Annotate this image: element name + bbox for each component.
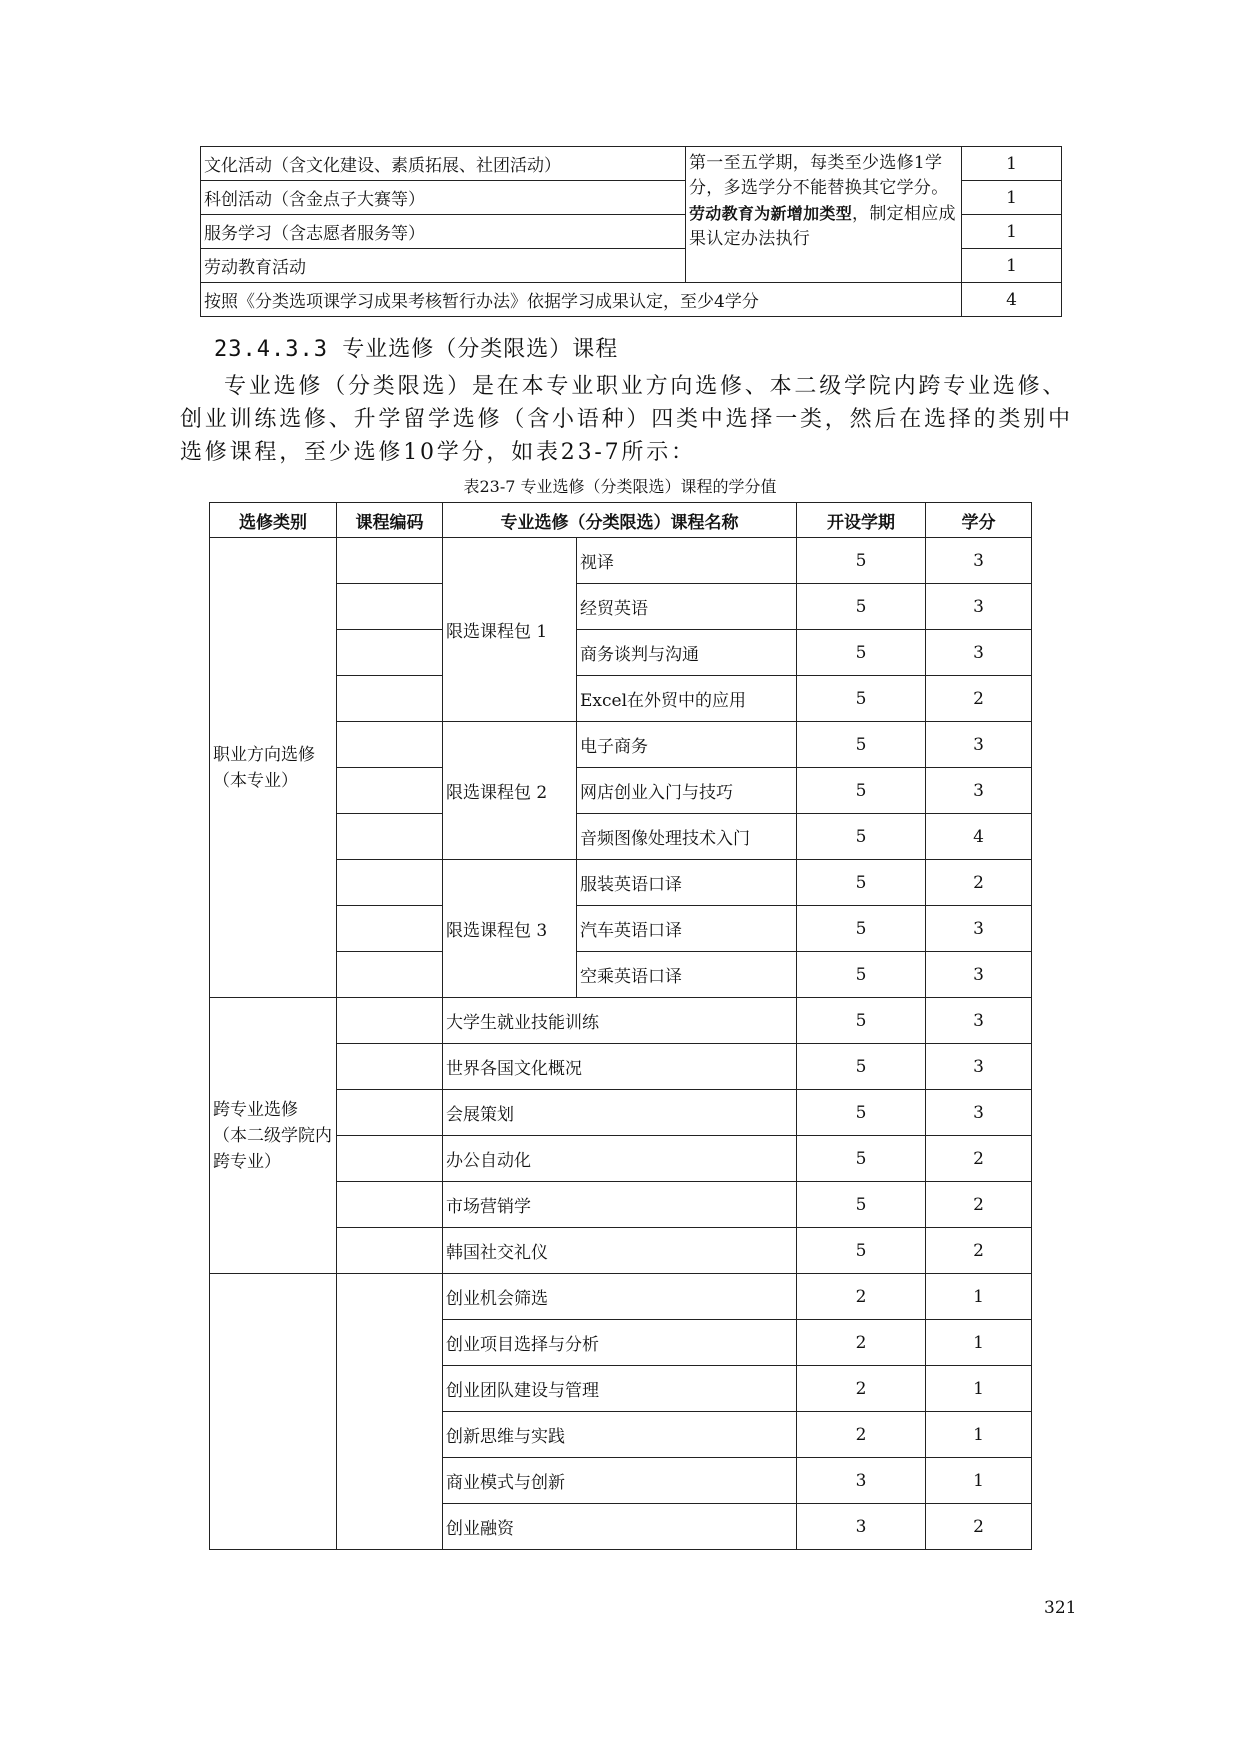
category-vocational: 职业方向选修（本专业） (210, 538, 337, 998)
course-name: 创业团队建设与管理 (443, 1366, 797, 1412)
course-name: 商务谈判与沟通 (577, 630, 797, 676)
course-credit: 2 (926, 860, 1032, 906)
credit-cell: 4 (962, 283, 1062, 317)
course-term: 2 (797, 1320, 926, 1366)
course-credit: 2 (926, 1504, 1032, 1550)
course-credit: 2 (926, 1228, 1032, 1274)
course-term: 5 (797, 860, 926, 906)
header-credit: 学分 (926, 503, 1032, 538)
course-credit: 3 (926, 722, 1032, 768)
course-term: 5 (797, 906, 926, 952)
course-code-cell (337, 768, 443, 814)
intro-paragraph: 专业选修（分类限选）是在本专业职业方向选修、本二级学院内跨专业选修、创业训练选修、升学留学选修（含小语种）四类中选择一类，然后在选择的类别中选修课程，至少选修10学分，如表23-7所示： (180, 374, 1073, 465)
course-credit: 3 (926, 630, 1032, 676)
course-code-cell (337, 814, 443, 860)
course-term: 5 (797, 1044, 926, 1090)
course-term: 3 (797, 1504, 926, 1550)
course-name: 世界各国文化概况 (443, 1044, 797, 1090)
course-credit: 3 (926, 952, 1032, 998)
course-code-cell (337, 1228, 443, 1274)
course-term: 5 (797, 722, 926, 768)
course-name: 空乘英语口译 (577, 952, 797, 998)
course-code-cell (337, 722, 443, 768)
course-term: 5 (797, 1136, 926, 1182)
course-credit: 3 (926, 768, 1032, 814)
activity-cell: 服务学习（含志愿者服务等） (201, 215, 686, 249)
course-term: 5 (797, 676, 926, 722)
course-term: 5 (797, 768, 926, 814)
course-term: 2 (797, 1412, 926, 1458)
course-term: 5 (797, 1182, 926, 1228)
course-name: 会展策划 (443, 1090, 797, 1136)
course-name: 市场营销学 (443, 1182, 797, 1228)
credit-cell: 1 (962, 249, 1062, 283)
course-code-cell (337, 630, 443, 676)
header-term: 开设学期 (797, 503, 926, 538)
course-term: 2 (797, 1366, 926, 1412)
activity-credits-table (200, 146, 1062, 317)
course-credit: 3 (926, 1044, 1032, 1090)
course-credit: 1 (926, 1458, 1032, 1504)
course-credit: 3 (926, 584, 1032, 630)
course-code-cell (337, 676, 443, 722)
course-code-cell (337, 1136, 443, 1182)
course-term: 5 (797, 538, 926, 584)
course-code-cell (337, 860, 443, 906)
course-name: 大学生就业技能训练 (443, 998, 797, 1044)
course-term: 5 (797, 1228, 926, 1274)
course-credit: 3 (926, 1090, 1032, 1136)
course-code-cell (337, 584, 443, 630)
elective-courses-table (209, 502, 1032, 1550)
course-code-cell (337, 1274, 443, 1550)
course-term: 5 (797, 584, 926, 630)
course-name: Excel在外贸中的应用 (577, 676, 797, 722)
course-name: 汽车英语口译 (577, 906, 797, 952)
table-caption: 表23-7 专业选修（分类限选）课程的学分值 (463, 477, 777, 496)
course-credit: 1 (926, 1412, 1032, 1458)
course-term: 5 (797, 814, 926, 860)
package-name: 限选课程包 3 (443, 860, 577, 998)
course-credit: 2 (926, 1136, 1032, 1182)
course-credit: 2 (926, 1182, 1032, 1228)
course-credit: 3 (926, 906, 1032, 952)
table-row (210, 998, 1032, 1044)
page-number: 321 (1044, 1598, 1077, 1618)
course-code-cell (337, 952, 443, 998)
course-code-cell (337, 906, 443, 952)
course-name: 经贸英语 (577, 584, 797, 630)
table-row (210, 1274, 1032, 1320)
table-row (210, 538, 1032, 584)
table-row (201, 283, 1062, 317)
course-name: 服装英语口译 (577, 860, 797, 906)
course-credit: 4 (926, 814, 1032, 860)
course-term: 5 (797, 952, 926, 998)
credit-cell: 1 (962, 181, 1062, 215)
course-code-cell (337, 1090, 443, 1136)
course-name: 办公自动化 (443, 1136, 797, 1182)
course-name: 创业项目选择与分析 (443, 1320, 797, 1366)
header-category: 选修类别 (210, 503, 337, 538)
course-credit: 3 (926, 538, 1032, 584)
header-course-name: 专业选修（分类限选）课程名称 (443, 503, 797, 538)
credit-cell: 1 (962, 215, 1062, 249)
course-name: 视译 (577, 538, 797, 584)
header-course-code: 课程编码 (337, 503, 443, 538)
section-heading: 23.4.3.3 专业选修（分类限选）课程 (214, 337, 619, 362)
course-term: 5 (797, 630, 926, 676)
course-code-cell (337, 538, 443, 584)
course-name: 电子商务 (577, 722, 797, 768)
table-row (201, 147, 1062, 181)
course-name: 创业机会筛选 (443, 1274, 797, 1320)
course-credit: 1 (926, 1320, 1032, 1366)
course-code-cell (337, 1182, 443, 1228)
course-code-cell (337, 1044, 443, 1090)
course-credit: 3 (926, 998, 1032, 1044)
activity-cell: 科创活动（含金点子大赛等） (201, 181, 686, 215)
course-code-cell (337, 998, 443, 1044)
table-header-row (210, 503, 1032, 538)
course-name: 商业模式与创新 (443, 1458, 797, 1504)
package-name: 限选课程包 1 (443, 538, 577, 722)
note-emphasis: 劳动教育为新增加类型 (689, 204, 853, 223)
course-term: 2 (797, 1274, 926, 1320)
activity-note: 第一至五学期，每类至少选修1学分，多选学分不能替换其它学分。劳动教育为新增加类型，制定相应成果认定办法执行 (686, 147, 962, 283)
course-term: 5 (797, 998, 926, 1044)
course-name: 音频图像处理技术入门 (577, 814, 797, 860)
summary-cell: 按照《分类选项课学习成果考核暂行办法》依据学习成果认定，至少4学分 (201, 283, 962, 317)
credit-cell: 1 (962, 147, 1062, 181)
course-name: 网店创业入门与技巧 (577, 768, 797, 814)
course-name: 韩国社交礼仪 (443, 1228, 797, 1274)
course-credit: 1 (926, 1366, 1032, 1412)
package-name: 限选课程包 2 (443, 722, 577, 860)
course-name: 创业融资 (443, 1504, 797, 1550)
category-entrepreneurship (210, 1274, 337, 1550)
category-cross-discipline: 跨专业选修 （本二级学院内跨专业） (210, 998, 337, 1274)
course-term: 3 (797, 1458, 926, 1504)
course-credit: 2 (926, 676, 1032, 722)
activity-cell: 劳动教育活动 (201, 249, 686, 283)
course-term: 5 (797, 1090, 926, 1136)
course-credit: 1 (926, 1274, 1032, 1320)
activity-cell: 文化活动（含文化建设、素质拓展、社团活动） (201, 147, 686, 181)
course-name: 创新思维与实践 (443, 1412, 797, 1458)
